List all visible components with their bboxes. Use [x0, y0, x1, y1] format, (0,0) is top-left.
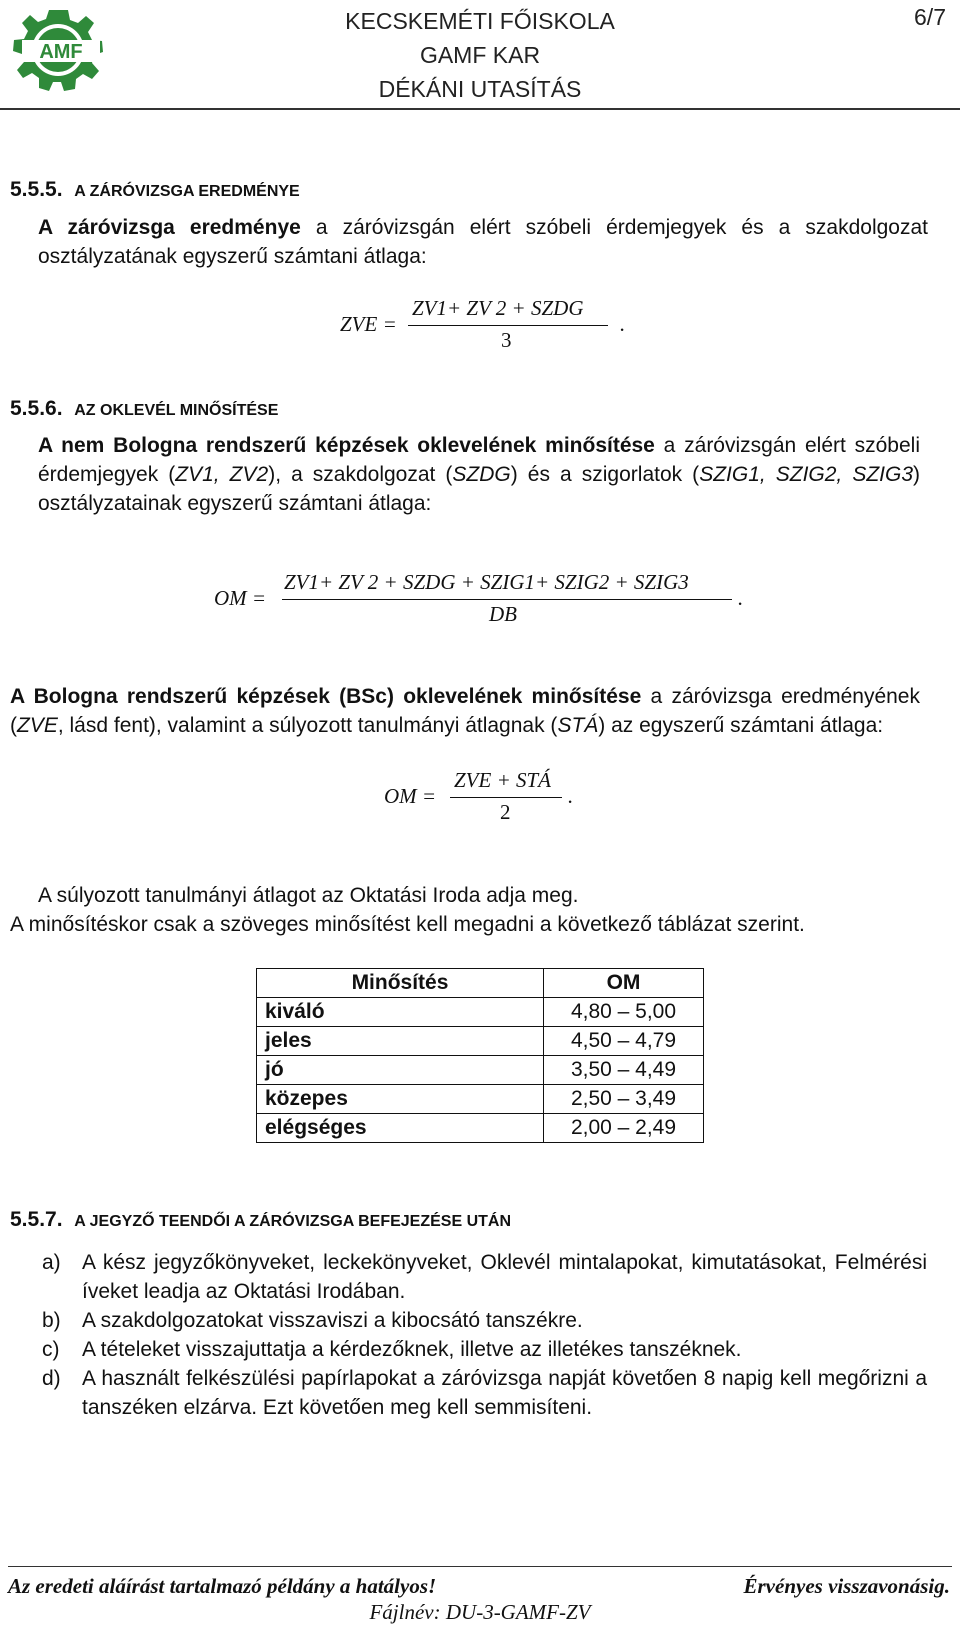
formula-om2-denominator: 2 [500, 800, 511, 824]
p2-bold: A Bologna rendszerű képzések (BSc) oklevelének minősítése [10, 685, 642, 708]
grading-table [256, 968, 704, 1143]
header-line3: DÉKÁNI UTASÍTÁS [378, 76, 582, 102]
section-555-bold: A záróvizsga eredménye [38, 216, 301, 239]
formula-om2-lhs: OM = [384, 784, 437, 808]
formula-om-bologna [384, 768, 604, 828]
formula-om1-lhs: OM = [214, 586, 267, 610]
formula-om2-dot: . [568, 784, 574, 808]
section-556-paragraph-3: A súlyozott tanulmányi átlagot az Oktatási Iroda adja meg. [38, 884, 579, 907]
grading-table-wrap [256, 968, 704, 1143]
formula-zve [340, 296, 680, 356]
formula-om-nonbologna [214, 570, 774, 630]
p2-zve: ZVE [17, 714, 58, 737]
header-rule [0, 108, 960, 110]
range-cell: 4,50 – 4,79 [544, 1027, 704, 1056]
footer-filename: Fájlnév: DU-3-GAMF-ZV [369, 1600, 591, 1624]
section-555-number: 5.5.5. [10, 178, 63, 201]
section-556-paragraph-4: A minősítéskor csak a szöveges minősítést kell megadni a következő táblázat szerint. [10, 913, 805, 936]
footer-rule [8, 1566, 952, 1567]
table-row [257, 1056, 704, 1085]
p1-szig: SZIG1, SZIG2, SZIG3 [699, 463, 913, 486]
list-item: d) A használt felkészülési papírlapokat a záróvizsga napját követően 8 napig kell megőrizni a tanszéken elzárva. Ezt követően meg kell semmisíteni. [42, 1367, 927, 1419]
section-556-paragraph-1: A nem Bologna rendszerű képzések oklevelének minősítése a záróvizsgán elért szóbeli érdemjegyek (ZV1, ZV2), a szakdolgozat (SZDG) és a szigorlatok (SZIG1, SZIG2, SZIG3) osztályzatainak egyszerű számtani átlaga: [38, 434, 920, 515]
range-cell: 3,50 – 4,49 [544, 1056, 704, 1085]
table-row [257, 1085, 704, 1114]
grade-cell: jeles [257, 1027, 544, 1056]
p2-sta: STÁ [557, 714, 599, 737]
section-557-heading [10, 1208, 511, 1232]
section-555-text: a záróvizsgán elért szóbeli érdemjegyek és a szakdolgozat osztályzatának egyszerű számtani átlaga: [38, 216, 928, 268]
formula-om1-bar [282, 599, 732, 600]
table-row [257, 1027, 704, 1056]
gamf-logo [8, 4, 112, 104]
header-institution [330, 4, 630, 106]
section-555-title: A ZÁRÓVIZSGA EREDMÉNYE [74, 183, 300, 200]
header-line2: GAMF KAR [419, 42, 541, 68]
section-555-paragraph [38, 213, 928, 271]
formula-zve-bar [408, 325, 608, 326]
section-555-heading [10, 178, 300, 202]
grade-cell: elégséges [257, 1114, 544, 1143]
header-line1: KECSKEMÉTI FŐISKOLA [345, 8, 615, 34]
footer-right: Érvényes visszavonásig. [743, 1574, 950, 1598]
list-item: c) A tételeket visszajuttatja a kérdezőknek, illetve az illetékes tanszéknek. [42, 1338, 742, 1361]
formula-zve-lhs: ZVE = [340, 312, 397, 336]
formula-zve-numerator: ZV1+ ZV 2 + SZDG [412, 296, 584, 320]
section-556-heading [10, 397, 278, 421]
formula-om1-numerator: ZV1+ ZV 2 + SZDG + SZIG1+ SZIG2 + SZIG3 [284, 570, 689, 594]
table-row [257, 1114, 704, 1143]
table-row [257, 998, 704, 1027]
range-cell: 2,00 – 2,49 [544, 1114, 704, 1143]
formula-zve-dot: . [620, 312, 626, 336]
range-cell: 4,80 – 5,00 [544, 998, 704, 1027]
formula-om1-dot: . [738, 586, 744, 610]
section-557-number: 5.5.7. [10, 1208, 63, 1231]
section-557-title: A JEGYZŐ TEENDŐI A ZÁRÓVIZSGA BEFEJEZÉSE UTÁN [74, 1213, 512, 1230]
range-cell: 2,50 – 3,49 [544, 1085, 704, 1114]
formula-zve-denominator: 3 [501, 328, 512, 352]
formula-om2-bar [450, 797, 562, 798]
p1-bold: A nem Bologna rendszerű képzések oklevelének minősítése [38, 434, 655, 457]
section-556-paragraph-2: A Bologna rendszerű képzések (BSc) oklevelének minősítése a záróvizsga eredményének (ZVE, lásd fent), valamint a súlyozott tanulmányi átlagnak (STÁ) az egyszerű számtani átlaga: [10, 685, 920, 737]
section-556-title: AZ OKLEVÉL MINŐSÍTÉSE [74, 402, 279, 419]
p1-szdg: SZDG [452, 463, 511, 486]
grade-cell: jó [257, 1056, 544, 1085]
grade-cell: közepes [257, 1085, 544, 1114]
p1-zv: ZV1, ZV2 [175, 463, 269, 486]
grade-cell: kiváló [257, 998, 544, 1027]
formula-om2-numerator: ZVE + STÁ [454, 768, 552, 792]
list-item: a) A kész jegyzőkönyveket, leckekönyveket, Oklevél mintalapokat, kimutatásokat, Felmérési íveket leadja az Oktatási Irodában. [42, 1251, 927, 1303]
table-header-row [257, 969, 704, 998]
page-number: 6/7 [914, 4, 946, 30]
list-item: b) A szakdolgozatokat visszaviszi a kibocsátó tanszékre. [42, 1309, 583, 1332]
footer-left: Az eredeti aláírást tartalmazó példány a hatályos! [8, 1574, 437, 1598]
table-header-cell: Minősítés [257, 969, 544, 998]
section-556-number: 5.5.6. [10, 397, 63, 420]
formula-om1-denominator: DB [489, 602, 517, 626]
section-557-list [42, 1248, 927, 1422]
logo-text: AMF [39, 41, 83, 63]
table-header-cell: OM [544, 969, 704, 998]
